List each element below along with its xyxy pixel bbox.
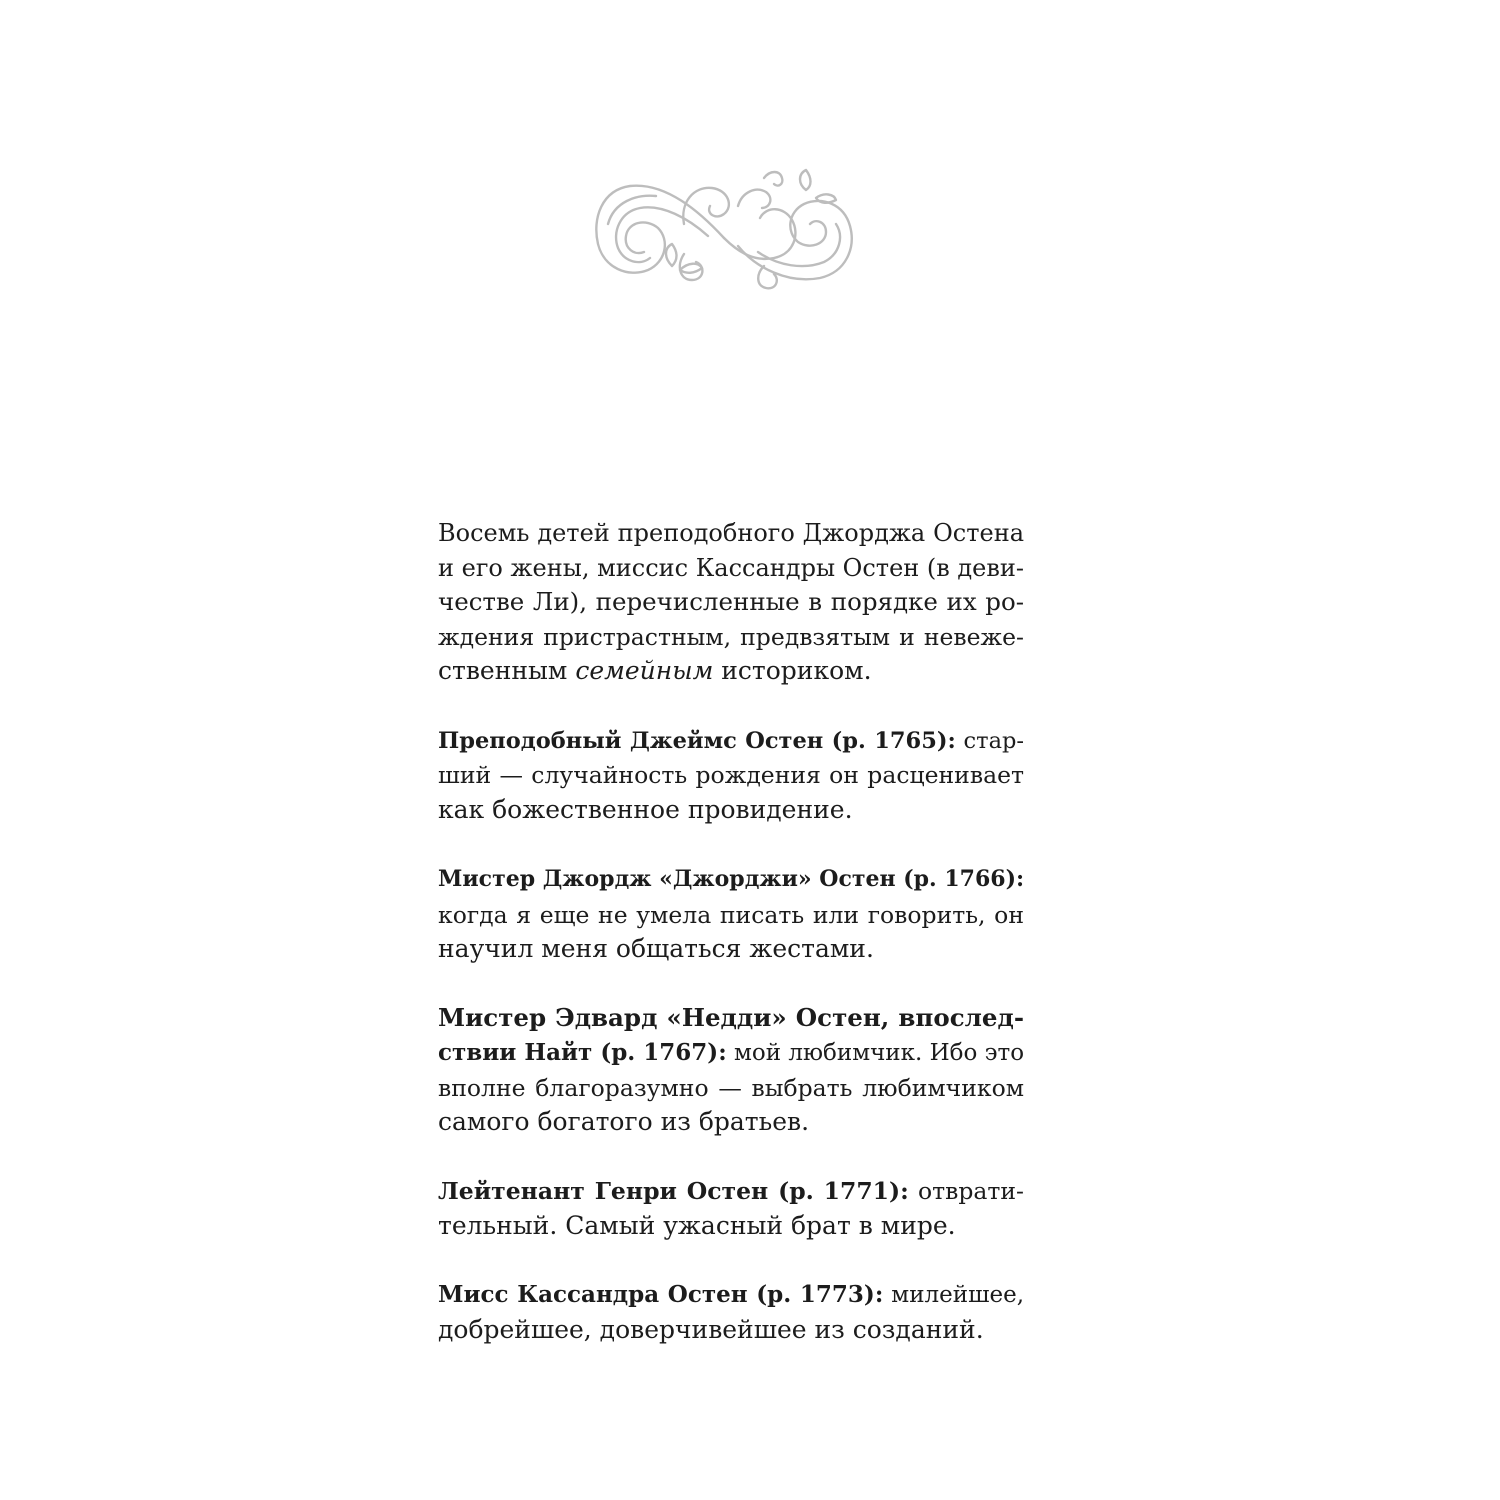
intro-line: честве Ли), перечисленные в порядке их ро- — [438, 587, 1024, 617]
flourish-ornament-icon — [588, 162, 860, 296]
entry-line — [438, 1174, 1024, 1209]
entry-name: Мистер Эдвард «Недди» Остен, впослед- — [438, 1003, 1024, 1033]
intro-text: историком. — [713, 656, 872, 686]
intro-text: ственным — [438, 656, 576, 686]
entry-text: отврати- — [908, 1177, 1024, 1206]
entry-text: стар- — [955, 727, 1024, 754]
characters-list — [438, 516, 1024, 1347]
entry-line — [438, 1001, 1024, 1036]
intro-line — [438, 654, 1024, 689]
entry-line — [438, 1036, 1024, 1071]
entry-name: Лейтенант Генри Остен (р. 1771): — [438, 1177, 909, 1206]
entry-line — [438, 862, 1024, 898]
entry-george — [438, 862, 1024, 967]
entry-text: мой любимчик. Ибо это — [726, 1039, 1025, 1066]
intro-line: ждения пристрастным, предвзятым и невеже- — [438, 622, 1024, 651]
intro-emphasis: семейным — [575, 656, 714, 686]
intro-line: Восемь детей преподобного Джорджа Остена — [438, 519, 1024, 547]
entry-name: Преподобный Джеймс Остен (р. 1765): — [438, 727, 956, 754]
entry-name: Мистер Джордж «Джорджи» Остен (р. 1766): — [438, 865, 1025, 892]
entry-line: ший — случайность рождения он расценивает — [438, 761, 1024, 790]
entry-text: милейшее, — [883, 1282, 1024, 1309]
entry-line: добрейшее, доверчивейшее из созданий. — [438, 1314, 984, 1344]
entry-line: когда я еще не умела писать или говорить, он — [438, 900, 1024, 929]
entry-line: самого богатого из братьев. — [438, 1107, 810, 1137]
entry-line: тельный. Самый ужасный брат в мире. — [438, 1210, 956, 1240]
entry-cassandra — [438, 1278, 1024, 1347]
entry-name: ствии Найт (р. 1767): — [438, 1038, 727, 1066]
entry-henry — [438, 1174, 1024, 1243]
entry-james — [438, 724, 1024, 828]
entry-line: вполне благоразумно — выбрать любимчиком — [438, 1073, 1024, 1102]
entry-line — [438, 1278, 1024, 1313]
entry-line: научил меня общаться жестами. — [438, 934, 874, 964]
intro-paragraph — [438, 516, 1024, 689]
entry-name: Мисс Кассандра Остен (р. 1773): — [438, 1281, 884, 1309]
entry-line: как божественное провидение. — [438, 794, 853, 824]
entry-line — [438, 724, 1024, 759]
entry-edward — [438, 1001, 1024, 1139]
intro-line: и его жены, миссис Кассандры Остен (в деви- — [438, 553, 1024, 582]
